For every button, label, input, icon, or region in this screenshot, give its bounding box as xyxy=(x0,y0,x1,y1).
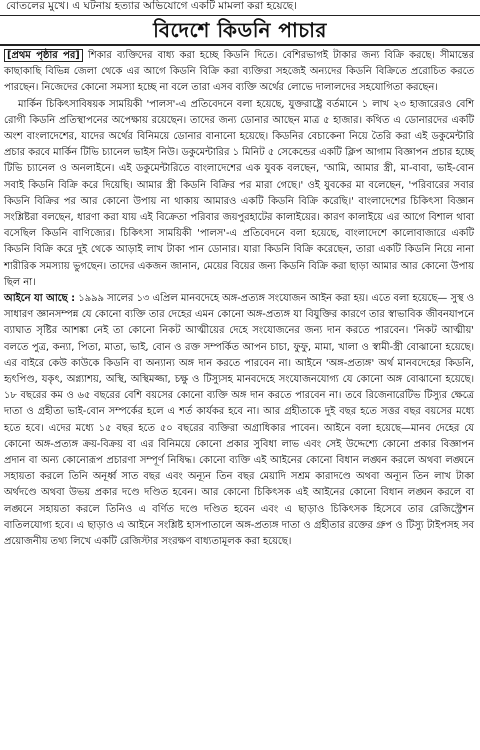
paragraph-2-text: মার্কিন চিকিৎসাবিষয়ক সাময়িকী 'পালস'-এ প্রতিবেদনে বলা হয়েছে, যুক্তরাষ্ট্রে বর্তমানে ১ লাখ ২৩ হাজারেরও বেশি রোগী কিডনি প্রতিস্থাপনের অপেক্ষায় রয়েছেন। তাদের জন্য ডোনার আছেন মাত্র ৫ হাজার। কথিত এ ডোনারদের একটি অংশ বাংলাদেশের, যাদের অর্থের বিনিময়ে ডোনার বানানো হয়েছে। কিডনির বেচাকেনা নিয়ে তৈরি করা এই ডকুমেন্টারি প্রচার করবে মার্কিন টিভি চ্যানেল ভাইস নিউ। ডকুমেন্টারির ১ মিনিট ৫ সেকেন্ডের একটি ক্লিপ আগাম বিজ্ঞাপন প্রচার হচ্ছে টিভি চ্যানেল ও অনলাইনে। এই ডকুমেন্টারিতে বাংলাদেশের এক যুবক বলছেন, 'আমি, আমার স্ত্রী, মা-বাবা, ভাই-বোন সবাই কিডনি বিক্রি করে দিয়েছি। আমার স্ত্রী কিডনি বিক্রির পর মারা গেছে।' ওই যুবকের মা বলেছেন, 'পরিবারের সবার কিডনি বিক্রির পর আর কোনো উপায় না থাকায় আমারও একটি কিডনি বিক্রি করেছি।' বাংলাদেশের চিকিৎসা বিজ্ঞান সংশ্লিষ্টরা বলছেন, ধারণা করা যায় এই বিক্রেতা পরিবার জয়পুরহাটের কালাইয়ের। কারণ কালাইয়ে এর আগে বিশাল থাবা বসেছিল কিডনি বাণিজ্যের। চিকিৎসা সাময়িকী 'পালস'-এ প্রতিবেদনে বলা হয়েছে, বাংলাদেশে কালোবাজারে একটি কিডনি বিক্রি করে দুই থেকে আড়াই লাখ টাকা পান ডোনার। যারা কিডনি বিক্রি করেছেন, তারা একটি কিডনি নিয়ে নানা শারীরিক সমস্যায় ভুগছেন। তাদের একজন জানান, মেয়ের বিয়ের জন্য কিডনি বিক্রি করা ছাড়া আমার আর কোনো উপায় ছিল না। xyxy=(4,98,474,288)
previous-article-fragment: বোতলের মুখে। এ ঘটনায় হত্যার অভিযোগে একটি মামলা করা হয়েছে। xyxy=(6,0,297,12)
article-headline: বিদেশে কিডনি পাচার xyxy=(153,18,327,42)
headline-divider xyxy=(0,44,480,46)
top-divider xyxy=(0,15,480,16)
article-paragraph-1 xyxy=(4,48,474,97)
article-paragraph-2 xyxy=(4,97,474,291)
article-paragraph-law xyxy=(4,291,474,550)
paragraph-3-text: ১৯৯৯ সালের ১৩ এপ্রিল মানবদেহে অঙ্গ-প্রত্যঙ্গ সংযোজন আইন করা হয়। এতে বলা হয়েছে— সুস্থ ও সাধারণ জ্ঞানসম্পন্ন যে কোনো ব্যক্তি তার দেহের এমন কোনো অঙ্গ-প্রত্যঙ্গ যা বিযুক্তির কারণে তার স্বাভাবিক জীবনযাপনে ব্যাঘাত সৃষ্টির আশঙ্কা নেই তা কোনো নিকট আত্মীয়ের দেহে সংযোজনের জন্য দান করতে পারবেন। 'নিকট আত্মীয়' বলতে পুত্র, কন্যা, পিতা, মাতা, ভাই, বোন ও রক্ত সম্পর্কিত আপন চাচা, ফুফু, মামা, খালা ও স্বামী-স্ত্রী বোঝানো হয়েছে। এর বাইরে কেউ কাউকে কিডনি বা অন্যান্য অঙ্গ দান করতে পারবেন না। আইনে 'অঙ্গ-প্রত্যঙ্গ' অর্থ মানবদেহের কিডনি, হৃৎপিণ্ড, যকৃৎ, অগ্ন্যাশয়, অস্থি, অস্থিমজ্জা, চক্ষু ও টিস্যুসহ মানবদেহে সংযোজনযোগ্য যে কোনো অঙ্গ বোঝানো হয়েছে। ১৮ বছরের কম ও ৬৫ বছরের বেশি বয়সের কোনো ব্যক্তি অঙ্গ দান করতে পারবেন না। তবে রিজেনারেটিভ টিস্যুর ক্ষেত্রে দাতা ও গ্রহীতা ভাই-বোন সম্পর্কের হলে এ শর্ত কার্যকর হবে না। আর গ্রহীতাকে দুই বছর হতে সত্তর বছর বয়সের মধ্যে হতে হবে। এদের মধ্যে ১৫ বছর হতে ৫০ বছরের ব্যক্তিরা অগ্রাধিকার পাবেন। আইনে বলা হয়েছে—মানব দেহের যে কোনো অঙ্গ-প্রত্যঙ্গ ক্রয়-বিক্রয় বা এর বিনিময়ে কোনো প্রকার সুবিধা লাভ এবং সেই উদ্দেশ্যে কোনো প্রকার বিজ্ঞাপন প্রদান বা অন্য কোনোরূপ প্রচারণা সম্পূর্ণ নিষিদ্ধ। কোনো ব্যক্তি এই আইনের কোনো বিধান লঙ্ঘন করলে অথবা লঙ্ঘনে সহায়তা করলে তিনি অনূর্ধ্ব সাত বছর এবং অন্যূন তিন বছর মেয়াদি সশ্রম কারাদণ্ডে অথবা অন্যূন তিন লাখ টাকা অর্থদণ্ডে অথবা উভয় প্রকার দণ্ডে দণ্ডিত হবেন। আর কোনো চিকিৎসক এই আইনের কোনো বিধান লঙ্ঘন করলে বা লঙ্ঘনে সহায়তা করলে তিনিও এ বর্ণিত দণ্ডে দণ্ডিত হবেন এবং এ ছাড়াও চিকিৎসক হিসেবে তার রেজিস্ট্রেশন বাতিলযোগ্য হবে। এ ছাড়াও এ আইনে সংশ্লিষ্ট হাসপাতালে অঙ্গ-প্রত্যঙ্গ দাতা ও গ্রহীতার রক্তের গ্রুপ ও টিস্যু টাইপসহ সব প্রয়োজনীয় তথ্য লিখে একটি রেজিস্টার সংরক্ষণ বাধ্যতামূলক করা হয়েছে। xyxy=(4,293,475,548)
paragraph-1-text: শিকার ব্যক্তিদের বাধ্য করা হচ্ছে কিডনি দিতে। বেশিরভাগই টাকার জন্য বিক্রি করছে। সীমান্তের কাছাকাছি বিভিন্ন জেলা থেকে এর আগে কিডনি বিক্রি করা ব্যক্তিরা সহজেই অন্যদের কিডনি বিক্রিতে প্ররোচিত করতে পারছেন। নিজেদের কোনো সমস্যা হচ্ছে না বলে তারা এসব ব্যক্তি অর্থের লোভে দালালদের সহযোগিতা করছেন। xyxy=(4,50,475,94)
article-body xyxy=(4,48,474,550)
law-subheading: আইনে যা আছে : xyxy=(4,293,76,305)
continuation-label: [প্রথম পৃষ্ঠার পর] xyxy=(4,49,83,62)
